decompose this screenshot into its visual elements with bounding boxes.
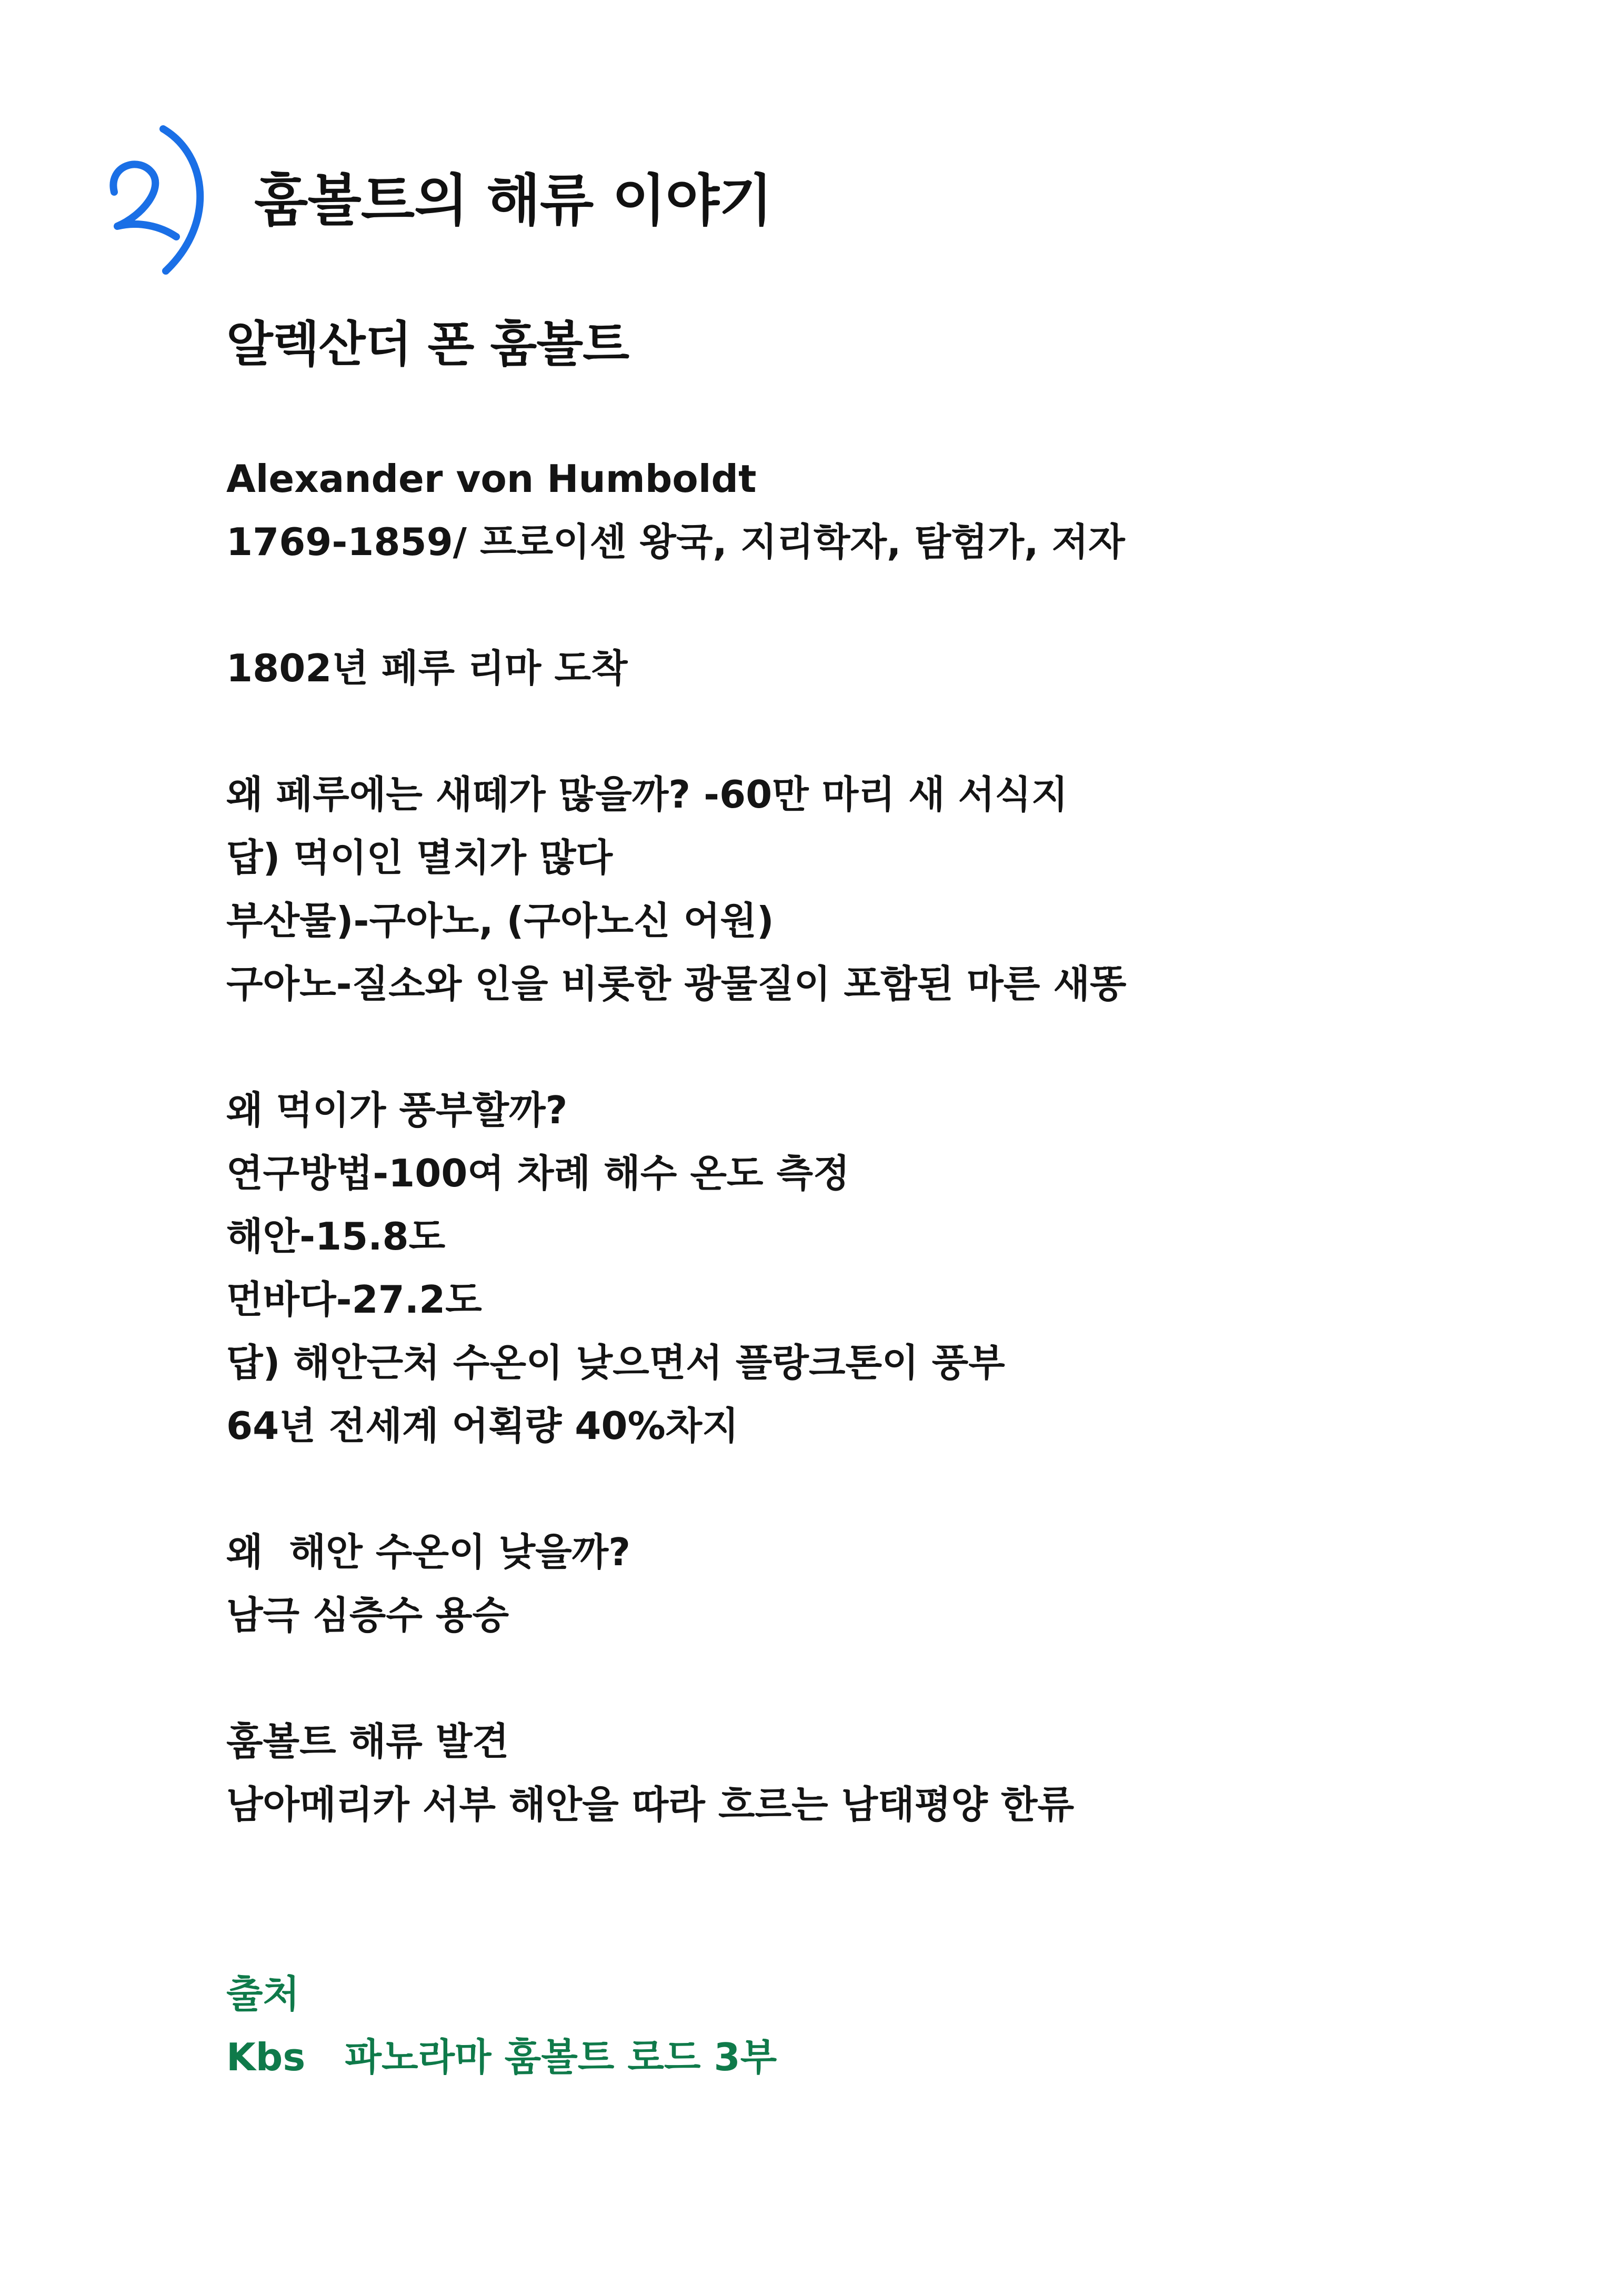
text-line-answer-anchovy: 답) 먹이인 멸치가 많다 [226,835,613,880]
text-line-offshore-temp: 먼바다-27.2도 [226,1277,482,1322]
text-line-guano: 구아노-질소와 인을 비롯한 광물질이 포함된 마른 새똥 [226,962,1127,1006]
text-line-question-food: 왜 먹이가 풍부할까? [226,1088,568,1132]
text-line-arrival: 1802년 페루 리마 도착 [226,646,628,690]
handwritten-number-2-icon [103,118,229,281]
text-line-byproduct: 부산물)-구아노, (구아노신 어원) [226,899,774,943]
text-line-question-birds: 왜 페루에는 새떼가 많을까? -60만 마리 새 서식지 [226,772,1068,817]
text-line-method: 연구방법-100여 차례 해수 온도 측정 [226,1151,850,1195]
text-line-upwelling: 남극 심층수 용승 [226,1593,509,1637]
source-label: 출처 [226,1972,300,2016]
text-line-question-temp: 왜 해안 수온이 낮을까? [226,1530,630,1574]
text-line-discovery: 훔볼트 해류 발견 [226,1719,509,1764]
subtitle: 알렉산더 폰 훔볼트 [226,316,629,372]
text-line-name-en: Alexander von Humboldt [226,457,757,501]
text-line-coast-temp: 해안-15.8도 [226,1214,446,1258]
text-line-answer-plankton: 답) 해안근처 수온이 낮으면서 플랑크톤이 풍부 [226,1341,1005,1385]
text-line-bio: 1769-1859/ 프로이센 왕국, 지리학자, 탐험가, 저자 [226,520,1125,564]
text-line-current: 남아메리카 서부 해안을 따라 흐르는 남태평양 한류 [226,1783,1074,1827]
source-text: Kbs 파노라마 훔볼트 로드 3부 [226,2035,777,2079]
page-title: 훔볼트의 해류 이야기 [254,168,773,233]
text-line-catch: 64년 전세계 어획량 40%차지 [226,1404,739,1448]
